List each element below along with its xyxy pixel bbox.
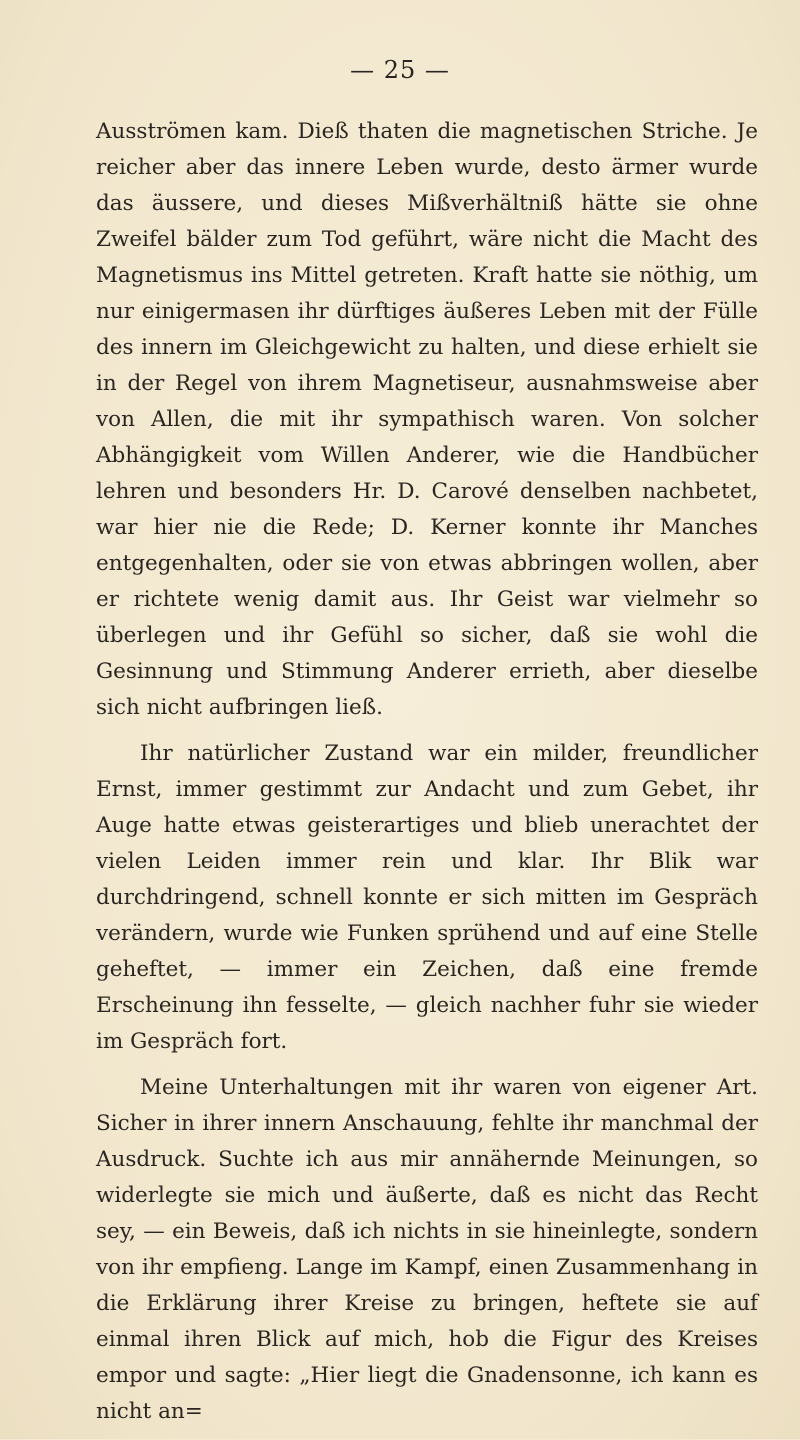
body-text (96, 114, 758, 1440)
paragraph-3: Meine Unterhaltungen mit ihr waren von eigener Art. Sicher in ihrer innern Anschauung, fehlte ihr manchmal der Ausdruck. Suchte ich aus mir annähernde Meinungen, so widerlegte sie mich und äußerte, daß es nicht das Recht sey, — ein Beweis, daß ich nichts in sie hineinlegte, sondern von ihr empfieng. Lange im Kampf, einen Zusammenhang in die Erklärung ihrer Kreise zu bringen, heftete sie auf einmal ihren Blick auf mich, hob die Figur des Kreises empor und sagte: „Hier liegt die Gnadensonne, ich kann es nicht an= (96, 1075, 758, 1424)
paragraph-2: Ihr natürlicher Zustand war ein milder, freundlicher Ernst, immer gestimmt zur Andacht und zum Gebet, ihr Auge hatte etwas geisterartiges und blieb unerachtet der vielen Leiden immer rein und klar. Ihr Blik war durchdringend, schnell konnte er sich mitten im Gespräch verändern, wurde wie Funken sprühend und auf eine Stelle geheftet, — immer ein Zeichen, daß eine fremde Erscheinung ihn fesselte, — gleich nachher fuhr sie wieder im Gespräch fort. (96, 741, 758, 1054)
paragraph-1: Ausströmen kam. Dieß thaten die magnetischen Striche. Je reicher aber das innere Leben wurde, desto ärmer wurde das äussere, und dieses Mißverhältniß hätte sie ohne Zweifel bälder zum Tod geführt, wäre nicht die Macht des Magnetismus ins Mittel getreten. Kraft hatte sie nöthig, um nur einigermasen ihr dürftiges äußeres Leben mit der Fülle des innern im Gleichgewicht zu halten, und diese erhielt sie in der Regel von ihrem Magnetiseur, ausnahmsweise aber von Allen, die mit ihr sympathisch waren. Von solcher Abhängigkeit vom Willen Anderer, wie die Handbücher lehren und besonders Hr. D. Carové denselben nachbetet, war hier nie die Rede; D. Kerner konnte ihr Manches entgegenhalten, oder sie von etwas abbringen wollen, aber er richtete wenig damit aus. Ihr Geist war vielmehr so überlegen und ihr Gefühl so sicher, daß sie wohl die Gesinnung und Stimmung Anderer errieth, aber dieselbe sich nicht aufbringen ließ. (96, 119, 758, 720)
page-number: — 25 — (350, 56, 450, 84)
